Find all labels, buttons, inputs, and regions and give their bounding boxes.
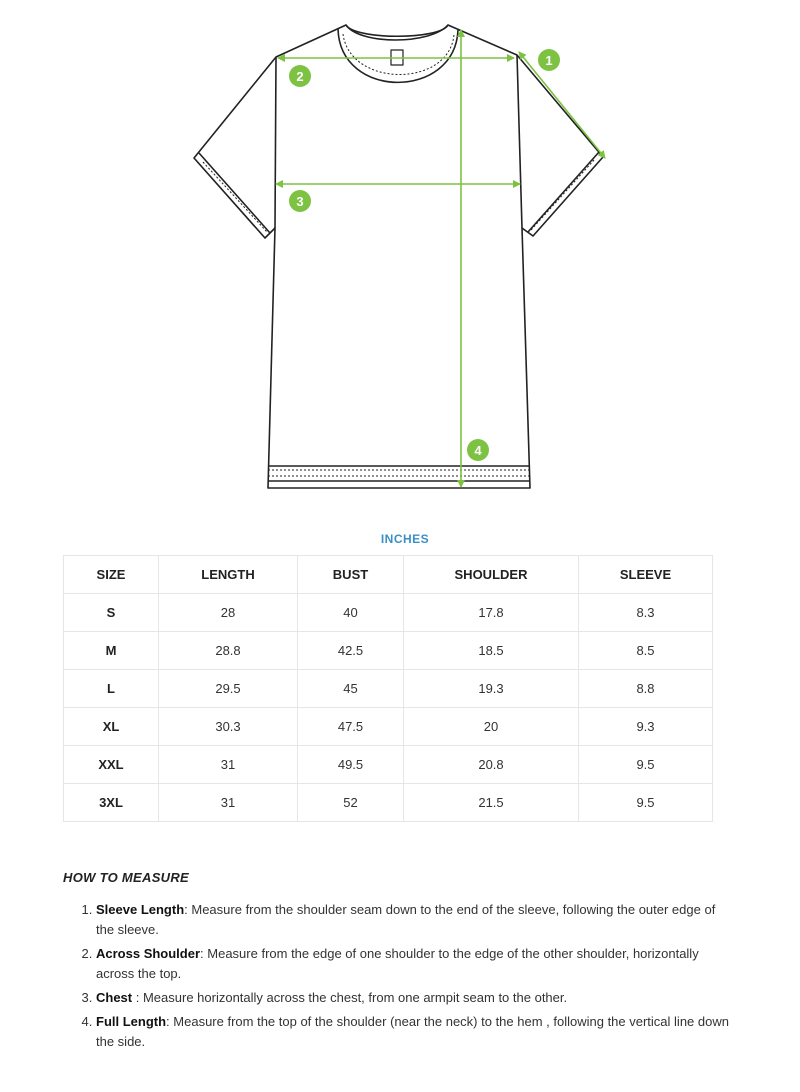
cell-bust: 42.5 — [298, 632, 404, 670]
cell-bust: 49.5 — [298, 746, 404, 784]
cell-size: S — [64, 594, 159, 632]
cell-sleeve: 8.3 — [579, 594, 713, 632]
marker-1 — [538, 49, 560, 71]
marker-2 — [289, 65, 311, 87]
cell-size: 3XL — [64, 784, 159, 822]
step-term: Chest — [96, 990, 133, 1005]
tshirt-measurement-diagram — [0, 0, 800, 510]
cell-shoulder: 17.8 — [404, 594, 579, 632]
cell-length: 28 — [159, 594, 298, 632]
cell-size: XXL — [64, 746, 159, 784]
cell-length: 31 — [159, 746, 298, 784]
table-row — [64, 632, 713, 670]
cell-shoulder: 20.8 — [404, 746, 579, 784]
cell-shoulder: 21.5 — [404, 784, 579, 822]
list-item: 2. Across Shoulder: Measure from the edge of one shoulder to the edge of the other shoulder, horizontally across the top. — [96, 944, 736, 984]
header-shoulder: SHOULDER — [404, 556, 579, 594]
how-to-measure-title: HOW TO MEASURE — [63, 870, 190, 885]
tshirt-body-outline — [194, 25, 603, 488]
cell-size: XL — [64, 708, 159, 746]
table-header-row — [64, 556, 713, 594]
cell-length: 31 — [159, 784, 298, 822]
cell-length: 28.8 — [159, 632, 298, 670]
cell-length: 30.3 — [159, 708, 298, 746]
marker-4 — [467, 439, 489, 461]
header-size: SIZE — [64, 556, 159, 594]
cell-bust: 47.5 — [298, 708, 404, 746]
cell-length: 29.5 — [159, 670, 298, 708]
marker-3 — [289, 190, 311, 212]
step-term: Across Shoulder — [96, 946, 201, 961]
svg-text:1: 1 — [545, 53, 553, 68]
svg-text:3: 3 — [296, 194, 304, 209]
header-sleeve: SLEEVE — [579, 556, 713, 594]
left-sleeve-hem — [199, 153, 270, 233]
step-text: Measure from the top of the shoulder (near the neck) to the hem , following the vertical line down the side. — [96, 1014, 729, 1049]
cell-bust: 45 — [298, 670, 404, 708]
cell-sleeve: 9.5 — [579, 746, 713, 784]
cell-sleeve: 8.5 — [579, 632, 713, 670]
measurement-lines — [276, 30, 605, 487]
step-text: Measure horizontally across the chest, from one armpit seam to the other. — [142, 990, 568, 1005]
list-item: 4. Full Length: Measure from the top of the shoulder (near the neck) to the hem , following the vertical line down the side. — [96, 1012, 736, 1052]
right-sleeve-hem — [528, 152, 599, 232]
cell-sleeve: 8.8 — [579, 670, 713, 708]
table-row — [64, 670, 713, 708]
cell-shoulder: 20 — [404, 708, 579, 746]
size-chart-table — [63, 555, 713, 822]
list-item: 1. Sleeve Length: Measure from the shoulder seam down to the end of the sleeve, following the outer edge of the sleeve. — [96, 900, 736, 940]
how-to-measure-list — [63, 900, 736, 1056]
step-text: Measure from the edge of one shoulder to the edge of the other shoulder, horizontally across the top. — [96, 946, 699, 981]
step-term: Sleeve Length — [96, 902, 185, 917]
svg-text:4: 4 — [474, 443, 482, 458]
table-row — [64, 746, 713, 784]
step-term: Full Length — [96, 1014, 167, 1029]
table-row — [64, 594, 713, 632]
cell-bust: 40 — [298, 594, 404, 632]
step-text: Measure from the shoulder seam down to the end of the sleeve, following the outer edge of the sleeve. — [96, 902, 716, 937]
tshirt-outline — [194, 25, 603, 488]
cell-size: L — [64, 670, 159, 708]
header-bust: BUST — [298, 556, 404, 594]
list-item: 3. Chest : Measure horizontally across the chest, from one armpit seam to the other. — [96, 988, 736, 1008]
table-row — [64, 784, 713, 822]
cell-sleeve: 9.3 — [579, 708, 713, 746]
table-row — [64, 708, 713, 746]
cell-shoulder: 19.3 — [404, 670, 579, 708]
cell-shoulder: 18.5 — [404, 632, 579, 670]
cell-sleeve: 9.5 — [579, 784, 713, 822]
cell-bust: 52 — [298, 784, 404, 822]
sleeve-length-line — [519, 52, 605, 158]
cell-size: M — [64, 632, 159, 670]
header-length: LENGTH — [159, 556, 298, 594]
unit-label: INCHES — [380, 532, 430, 546]
svg-text:2: 2 — [296, 69, 304, 84]
